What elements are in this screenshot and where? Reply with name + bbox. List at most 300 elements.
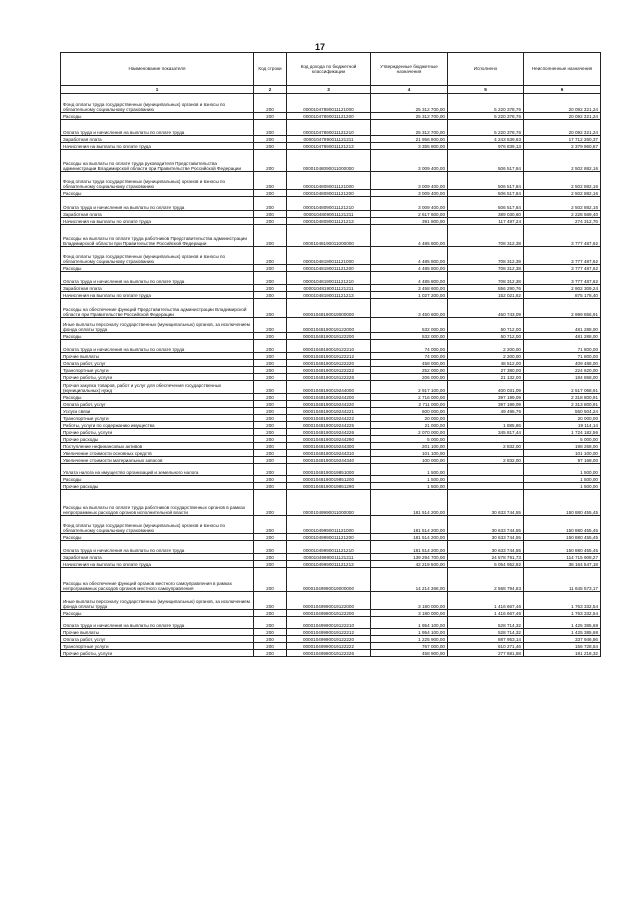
row-approved: 5 000,00 — [371, 436, 448, 443]
table-row — [61, 483, 601, 490]
row-approved: 1 954 100,00 — [371, 629, 448, 636]
row-unexecuted: 2 502 882,16 — [524, 172, 601, 190]
row-income-code: 00001049990019000000 — [287, 568, 371, 592]
row-name: Расходы — [61, 476, 254, 483]
row-name: Заработная плата — [61, 211, 254, 218]
row-line-code: 200 — [254, 429, 287, 436]
row-name: Оплата труда и начисления на выплаты по оплате труда — [61, 272, 254, 285]
row-approved: 767 000,00 — [371, 643, 448, 650]
row-unexecuted: 150 880 455,45 — [524, 534, 601, 541]
row-line-code: 200 — [254, 394, 287, 401]
row-approved: 1 500,00 — [371, 476, 448, 483]
table-row — [61, 490, 601, 516]
row-name: Начисления на выплаты по оплате труда — [61, 143, 254, 150]
table-row — [61, 422, 601, 429]
table-row — [61, 360, 601, 367]
row-line-code: 200 — [254, 629, 287, 636]
row-name: Прочие расходы — [61, 483, 254, 490]
row-executed: 6 054 952,82 — [448, 561, 524, 568]
row-line-code: 200 — [254, 401, 287, 408]
row-approved: 4 485 800,00 — [371, 265, 448, 272]
row-approved: 2 070 000,00 — [371, 429, 448, 436]
row-income-code: 00001048190019244222 — [287, 415, 371, 422]
row-name: Услуги связи — [61, 408, 254, 415]
col-number: 2 — [254, 86, 287, 94]
row-unexecuted: 409 488,00 — [524, 360, 601, 367]
row-unexecuted: 150 880 455,45 — [524, 490, 601, 516]
table-row — [61, 464, 601, 476]
row-income-code: 00001048190019122000 — [287, 318, 371, 333]
row-executed: 4 243 539,63 — [448, 136, 524, 143]
row-unexecuted: 101 100,00 — [524, 450, 601, 457]
row-income-code: 00001048090011121211 — [287, 211, 371, 218]
row-unexecuted: 481 288,00 — [524, 333, 601, 340]
row-income-code: 00001048190019122212 — [287, 353, 371, 360]
row-name: Расходы — [61, 394, 254, 401]
row-name: Расходы на выплаты по оплате труда работников Представительства администрации Владимирской области при Правительстве Российской Федерации — [61, 225, 254, 247]
header-row — [61, 53, 601, 86]
table-row — [61, 247, 601, 265]
table-row — [61, 120, 601, 136]
table-row — [61, 534, 601, 541]
table-row — [61, 272, 601, 285]
row-unexecuted: 2 902 309,24 — [524, 285, 601, 292]
row-unexecuted: 1 724 182,56 — [524, 429, 601, 436]
row-unexecuted: 114 715 908,27 — [524, 554, 601, 561]
table-row — [61, 172, 601, 190]
row-line-code: 200 — [254, 299, 287, 318]
row-approved: 1 500,00 — [371, 483, 448, 490]
row-income-code: 00001048190019244225 — [287, 422, 371, 429]
row-name: Оплата работ, услуг — [61, 636, 254, 643]
row-income-code: 00001049990011000000 — [287, 490, 371, 516]
row-executed: 2 832,00 — [448, 457, 524, 464]
row-income-code: 00001048190019244290 — [287, 436, 371, 443]
row-approved: 3 458 600,00 — [371, 285, 448, 292]
table-row — [61, 318, 601, 333]
row-income-code: 00001047890011121200 — [287, 113, 371, 120]
row-approved: 391 800,00 — [371, 218, 448, 225]
row-income-code: 00001048190011121000 — [287, 247, 371, 265]
row-approved: 25 312 700,00 — [371, 120, 448, 136]
row-executed: 2 832,00 — [448, 443, 524, 450]
row-income-code: 00001048190019122220 — [287, 360, 371, 367]
row-approved: 458 000,00 — [371, 360, 448, 367]
row-income-code: 00001049990019122000 — [287, 592, 371, 610]
row-line-code: 200 — [254, 650, 287, 657]
row-name: Поступление нефинансовых активов — [61, 443, 254, 450]
row-executed: 708 312,38 — [448, 272, 524, 285]
row-line-code: 200 — [254, 318, 287, 333]
row-income-code: 00001047890011121210 — [287, 120, 371, 136]
row-executed: 708 312,38 — [448, 247, 524, 265]
table-row — [61, 636, 601, 643]
table-row — [61, 94, 601, 113]
row-executed: 708 312,38 — [448, 265, 524, 272]
row-income-code: 00001048190019244000 — [287, 381, 371, 394]
row-executed: 1 416 667,46 — [448, 610, 524, 617]
row-line-code: 200 — [254, 120, 287, 136]
row-executed: 1 885,86 — [448, 422, 524, 429]
row-name: Прочие расходы — [61, 436, 254, 443]
table-row — [61, 541, 601, 554]
row-unexecuted: 1 763 332,54 — [524, 592, 601, 610]
row-unexecuted: 1 763 332,54 — [524, 610, 601, 617]
row-unexecuted: 20 092 321,24 — [524, 120, 601, 136]
table-row — [61, 197, 601, 211]
row-executed: 30 633 744,55 — [448, 516, 524, 534]
row-unexecuted: 36 164 547,18 — [524, 561, 601, 568]
row-income-code: 00001048090011121200 — [287, 190, 371, 197]
row-line-code: 200 — [254, 643, 287, 650]
row-line-code: 200 — [254, 568, 287, 592]
col-number: 4 — [371, 86, 448, 94]
row-approved: 532 000,00 — [371, 318, 448, 333]
row-name: Расходы — [61, 610, 254, 617]
row-name: Оплата работ, услуг — [61, 401, 254, 408]
row-line-code: 200 — [254, 218, 287, 225]
row-approved: 3 355 800,00 — [371, 143, 448, 150]
row-unexecuted: 2 502 882,16 — [524, 150, 601, 172]
row-name: Оплата труда и начисления на выплаты по оплате труда — [61, 541, 254, 554]
row-line-code: 200 — [254, 340, 287, 353]
row-unexecuted: 2 313 800,91 — [524, 401, 601, 408]
table-row — [61, 450, 601, 457]
row-name: Увеличение стоимости основных средств — [61, 450, 254, 457]
row-executed: 30 633 744,55 — [448, 490, 524, 516]
row-approved: 74 000,00 — [371, 340, 448, 353]
row-executed — [448, 483, 524, 490]
row-line-code: 200 — [254, 476, 287, 483]
row-unexecuted: 2 517 068,91 — [524, 381, 601, 394]
row-unexecuted: 1 500,00 — [524, 483, 601, 490]
row-line-code: 200 — [254, 483, 287, 490]
row-unexecuted: 17 712 360,37 — [524, 136, 601, 143]
row-name: Оплата труда и начисления на выплаты по оплате труда — [61, 340, 254, 353]
table-row — [61, 143, 601, 150]
row-name: Иные выплаты персоналу государственных (муниципальных) органов, за исключением фонда оплаты труда — [61, 318, 254, 333]
row-unexecuted: 97 168,00 — [524, 457, 601, 464]
row-approved: 181 514 200,00 — [371, 534, 448, 541]
row-name: Прочие выплаты — [61, 353, 254, 360]
row-approved: 1 027 200,00 — [371, 292, 448, 299]
header-line-code: Код строки — [254, 53, 287, 86]
table-row — [61, 190, 601, 197]
row-income-code: 00001048190019851290 — [287, 483, 371, 490]
row-approved: 42 219 500,00 — [371, 561, 448, 568]
row-income-code: 00001047890011121211 — [287, 136, 371, 143]
row-approved: 252 000,00 — [371, 367, 448, 374]
row-line-code: 200 — [254, 172, 287, 190]
row-line-code: 200 — [254, 534, 287, 541]
row-approved: 2 716 000,00 — [371, 394, 448, 401]
row-executed: 5 220 378,76 — [448, 120, 524, 136]
row-line-code: 200 — [254, 554, 287, 561]
row-name: Прочие выплаты — [61, 629, 254, 636]
row-approved: 3 009 400,00 — [371, 150, 448, 172]
row-approved: 458 900,00 — [371, 650, 448, 657]
row-income-code: 00001048190011000000 — [287, 225, 371, 247]
row-income-code: 00001048190019122226 — [287, 374, 371, 381]
row-executed: 152 021,62 — [448, 292, 524, 299]
header-name: Наименование показателя — [61, 53, 254, 86]
row-approved: 20 000,00 — [371, 415, 448, 422]
row-name: Расходы на обеспечение функций органов местного самоуправления в рамках непрограммных расходов органов местного самоуправления — [61, 568, 254, 592]
row-executed: 506 517,84 — [448, 172, 524, 190]
row-unexecuted: 550 504,24 — [524, 408, 601, 415]
row-name: Прочие работы, услуги — [61, 374, 254, 381]
row-income-code: 00001048190019122200 — [287, 333, 371, 340]
row-line-code: 200 — [254, 190, 287, 197]
table-row — [61, 353, 601, 360]
row-executed: 610 271,46 — [448, 643, 524, 650]
row-unexecuted: 156 728,54 — [524, 643, 601, 650]
row-executed: 450 743,09 — [448, 299, 524, 318]
row-approved: 3 009 400,00 — [371, 190, 448, 197]
table-row — [61, 218, 601, 225]
row-line-code: 200 — [254, 136, 287, 143]
row-approved: 21 956 900,00 — [371, 136, 448, 143]
row-unexecuted: 337 946,86 — [524, 636, 601, 643]
row-executed — [448, 464, 524, 476]
row-income-code: 00001048190019244221 — [287, 408, 371, 415]
table-row — [61, 476, 601, 483]
row-income-code: 00001049990019122226 — [287, 650, 371, 657]
row-executed: 1 416 667,46 — [448, 592, 524, 610]
table-row — [61, 415, 601, 422]
row-line-code: 200 — [254, 490, 287, 516]
table-row — [61, 592, 601, 610]
row-unexecuted: 3 777 487,62 — [524, 247, 601, 265]
row-income-code: 00001048090011121210 — [287, 197, 371, 211]
row-approved: 74 000,00 — [371, 353, 448, 360]
row-line-code: 200 — [254, 592, 287, 610]
row-executed — [448, 450, 524, 457]
table-row — [61, 333, 601, 340]
row-name: Расходы — [61, 113, 254, 120]
row-line-code: 200 — [254, 285, 287, 292]
row-approved: 2 917 100,00 — [371, 381, 448, 394]
row-executed: 24 578 791,73 — [448, 554, 524, 561]
row-executed: 528 714,32 — [448, 629, 524, 636]
row-name: Фонд оплаты труда государственных (муниципальных) органов и взносы по обязательному социальному страхованию — [61, 94, 254, 113]
row-name: Прочие работы, услуги — [61, 429, 254, 436]
row-name: Транспортные услуги — [61, 643, 254, 650]
row-executed: 50 712,00 — [448, 318, 524, 333]
table-row — [61, 429, 601, 436]
row-executed — [448, 476, 524, 483]
row-unexecuted: 2 999 856,91 — [524, 299, 601, 318]
row-line-code: 200 — [254, 353, 287, 360]
row-line-code: 200 — [254, 272, 287, 285]
row-executed: 5 220 378,76 — [448, 113, 524, 120]
table-row — [61, 457, 601, 464]
header-executed: Исполнено — [448, 53, 524, 86]
row-executed: 49 495,76 — [448, 408, 524, 415]
row-executed: 30 633 744,55 — [448, 534, 524, 541]
row-approved: 100 000,00 — [371, 457, 448, 464]
row-unexecuted: 19 114,14 — [524, 422, 601, 429]
row-approved: 4 485 800,00 — [371, 272, 448, 285]
col-number: 1 — [61, 86, 254, 94]
row-line-code: 200 — [254, 374, 287, 381]
row-name: Работы, услуги по содержанию имущества — [61, 422, 254, 429]
row-income-code: 00001049990011121000 — [287, 516, 371, 534]
row-name: Фонд оплаты труда государственных (муниципальных) органов и взносы по обязательному социальному страхованию — [61, 247, 254, 265]
row-approved: 600 000,00 — [371, 408, 448, 415]
row-line-code: 200 — [254, 292, 287, 299]
page-number: 17 — [314, 42, 325, 52]
row-income-code: 00001048190019244300 — [287, 443, 371, 450]
row-income-code: 00001049990019122220 — [287, 636, 371, 643]
row-line-code: 200 — [254, 94, 287, 113]
row-income-code: 00001048190019122222 — [287, 367, 371, 374]
table-row — [61, 443, 601, 450]
row-line-code: 200 — [254, 225, 287, 247]
row-executed — [448, 436, 524, 443]
row-name: Оплата труда и начисления на выплаты по оплате труда — [61, 120, 254, 136]
row-executed: 556 290,76 — [448, 285, 524, 292]
row-approved: 206 000,00 — [371, 374, 448, 381]
row-approved: 3 180 000,00 — [371, 610, 448, 617]
row-executed: 400 031,09 — [448, 381, 524, 394]
row-income-code: 00001048190011121200 — [287, 265, 371, 272]
row-name: Расходы — [61, 265, 254, 272]
row-income-code: 00001047890011121213 — [287, 143, 371, 150]
row-approved: 4 485 800,00 — [371, 247, 448, 265]
table-row — [61, 610, 601, 617]
row-name: Расходы — [61, 190, 254, 197]
row-approved: 25 312 700,00 — [371, 113, 448, 120]
row-approved: 1 500,00 — [371, 464, 448, 476]
row-unexecuted: 150 880 455,45 — [524, 541, 601, 554]
header-unexecuted: Неисполненные назначения — [524, 53, 601, 86]
row-line-code: 200 — [254, 457, 287, 464]
row-executed: 976 839,13 — [448, 143, 524, 150]
row-line-code: 200 — [254, 464, 287, 476]
row-line-code: 200 — [254, 265, 287, 272]
row-line-code: 200 — [254, 450, 287, 457]
column-number-row — [61, 86, 601, 94]
row-name: Увеличение стоимости материальных запасов — [61, 457, 254, 464]
table-row — [61, 285, 601, 292]
row-name: Начисления на выплаты по оплате труда — [61, 561, 254, 568]
col-number: 6 — [524, 86, 601, 94]
row-line-code: 200 — [254, 610, 287, 617]
row-executed: 2 200,00 — [448, 340, 524, 353]
row-approved: 181 514 200,00 — [371, 516, 448, 534]
row-income-code: 00001049990011121200 — [287, 534, 371, 541]
row-name: Прочая закупка товаров, работ и услуг для обеспечения государственных (муниципальных) нужд — [61, 381, 254, 394]
row-line-code: 200 — [254, 408, 287, 415]
row-executed: 277 681,68 — [448, 650, 524, 657]
row-income-code: 00001049990019122222 — [287, 643, 371, 650]
row-unexecuted: 3 777 487,62 — [524, 265, 601, 272]
row-line-code: 200 — [254, 197, 287, 211]
row-executed: 506 517,84 — [448, 197, 524, 211]
row-line-code: 200 — [254, 436, 287, 443]
row-unexecuted: 20 092 321,24 — [524, 113, 601, 120]
row-income-code: 00001048090011121000 — [287, 172, 371, 190]
row-income-code: 00001048190019851000 — [287, 464, 371, 476]
row-executed: 708 312,38 — [448, 225, 524, 247]
header-income-code: Код дохода по бюджетной классификации — [287, 53, 371, 86]
row-unexecuted: 150 880 455,45 — [524, 516, 601, 534]
row-unexecuted: 20 092 321,24 — [524, 94, 601, 113]
row-income-code: 00001049990011121211 — [287, 554, 371, 561]
row-executed — [448, 415, 524, 422]
row-income-code: 00001049990019122200 — [287, 610, 371, 617]
row-approved: 201 100,00 — [371, 443, 448, 450]
row-unexecuted: 1 500,00 — [524, 464, 601, 476]
row-approved: 1 225 900,00 — [371, 636, 448, 643]
row-name: Заработная плата — [61, 285, 254, 292]
table-row — [61, 292, 601, 299]
row-income-code: 00001048090011000000 — [287, 150, 371, 172]
row-approved: 101 100,00 — [371, 450, 448, 457]
row-line-code: 200 — [254, 150, 287, 172]
row-name: Фонд оплаты труда государственных (муниципальных) органов и взносы по обязательному социальному страхованию — [61, 516, 254, 534]
row-income-code: 00001048190019244340 — [287, 457, 371, 464]
table-row — [61, 643, 601, 650]
table-row — [61, 617, 601, 629]
row-line-code: 200 — [254, 422, 287, 429]
row-unexecuted: 2 502 882,16 — [524, 197, 601, 211]
table-row — [61, 650, 601, 657]
row-name: Транспортные услуги — [61, 415, 254, 422]
row-executed: 5 220 378,76 — [448, 94, 524, 113]
row-line-code: 200 — [254, 333, 287, 340]
table-row — [61, 150, 601, 172]
row-name: Оплата труда и начисления на выплаты по оплате труда — [61, 197, 254, 211]
row-approved: 21 000,00 — [371, 422, 448, 429]
row-unexecuted: 11 645 573,17 — [524, 568, 601, 592]
table-row — [61, 436, 601, 443]
row-unexecuted: 20 000,00 — [524, 415, 601, 422]
row-unexecuted: 184 868,00 — [524, 374, 601, 381]
row-approved: 2 711 000,00 — [371, 401, 448, 408]
row-unexecuted: 1 500,00 — [524, 476, 601, 483]
table-body — [61, 94, 601, 657]
row-unexecuted: 5 000,00 — [524, 436, 601, 443]
row-unexecuted: 224 620,00 — [524, 367, 601, 374]
table-row — [61, 394, 601, 401]
row-income-code: 00001049990019122212 — [287, 629, 371, 636]
row-line-code: 200 — [254, 443, 287, 450]
row-income-code: 00001048190019851200 — [287, 476, 371, 483]
header-approved: Утвержденные бюджетные назначения — [371, 53, 448, 86]
table-row — [61, 561, 601, 568]
row-unexecuted: 2 318 800,91 — [524, 394, 601, 401]
row-unexecuted: 3 777 487,62 — [524, 225, 601, 247]
row-approved: 139 294 700,00 — [371, 554, 448, 561]
row-name: Оплата работ, услуг — [61, 360, 254, 367]
table-row — [61, 516, 601, 534]
row-executed: 506 517,84 — [448, 150, 524, 172]
row-approved: 532 000,00 — [371, 333, 448, 340]
row-line-code: 200 — [254, 415, 287, 422]
row-name: Заработная плата — [61, 136, 254, 143]
row-approved: 181 514 200,00 — [371, 541, 448, 554]
row-line-code: 200 — [254, 360, 287, 367]
row-executed: 2 568 794,83 — [448, 568, 524, 592]
row-income-code: 00001048190019244200 — [287, 394, 371, 401]
row-income-code: 00001048190019122210 — [287, 340, 371, 353]
row-name: Оплата труда и начисления на выплаты по оплате труда — [61, 617, 254, 629]
row-line-code: 200 — [254, 143, 287, 150]
table-row — [61, 554, 601, 561]
row-executed: 30 633 744,55 — [448, 541, 524, 554]
